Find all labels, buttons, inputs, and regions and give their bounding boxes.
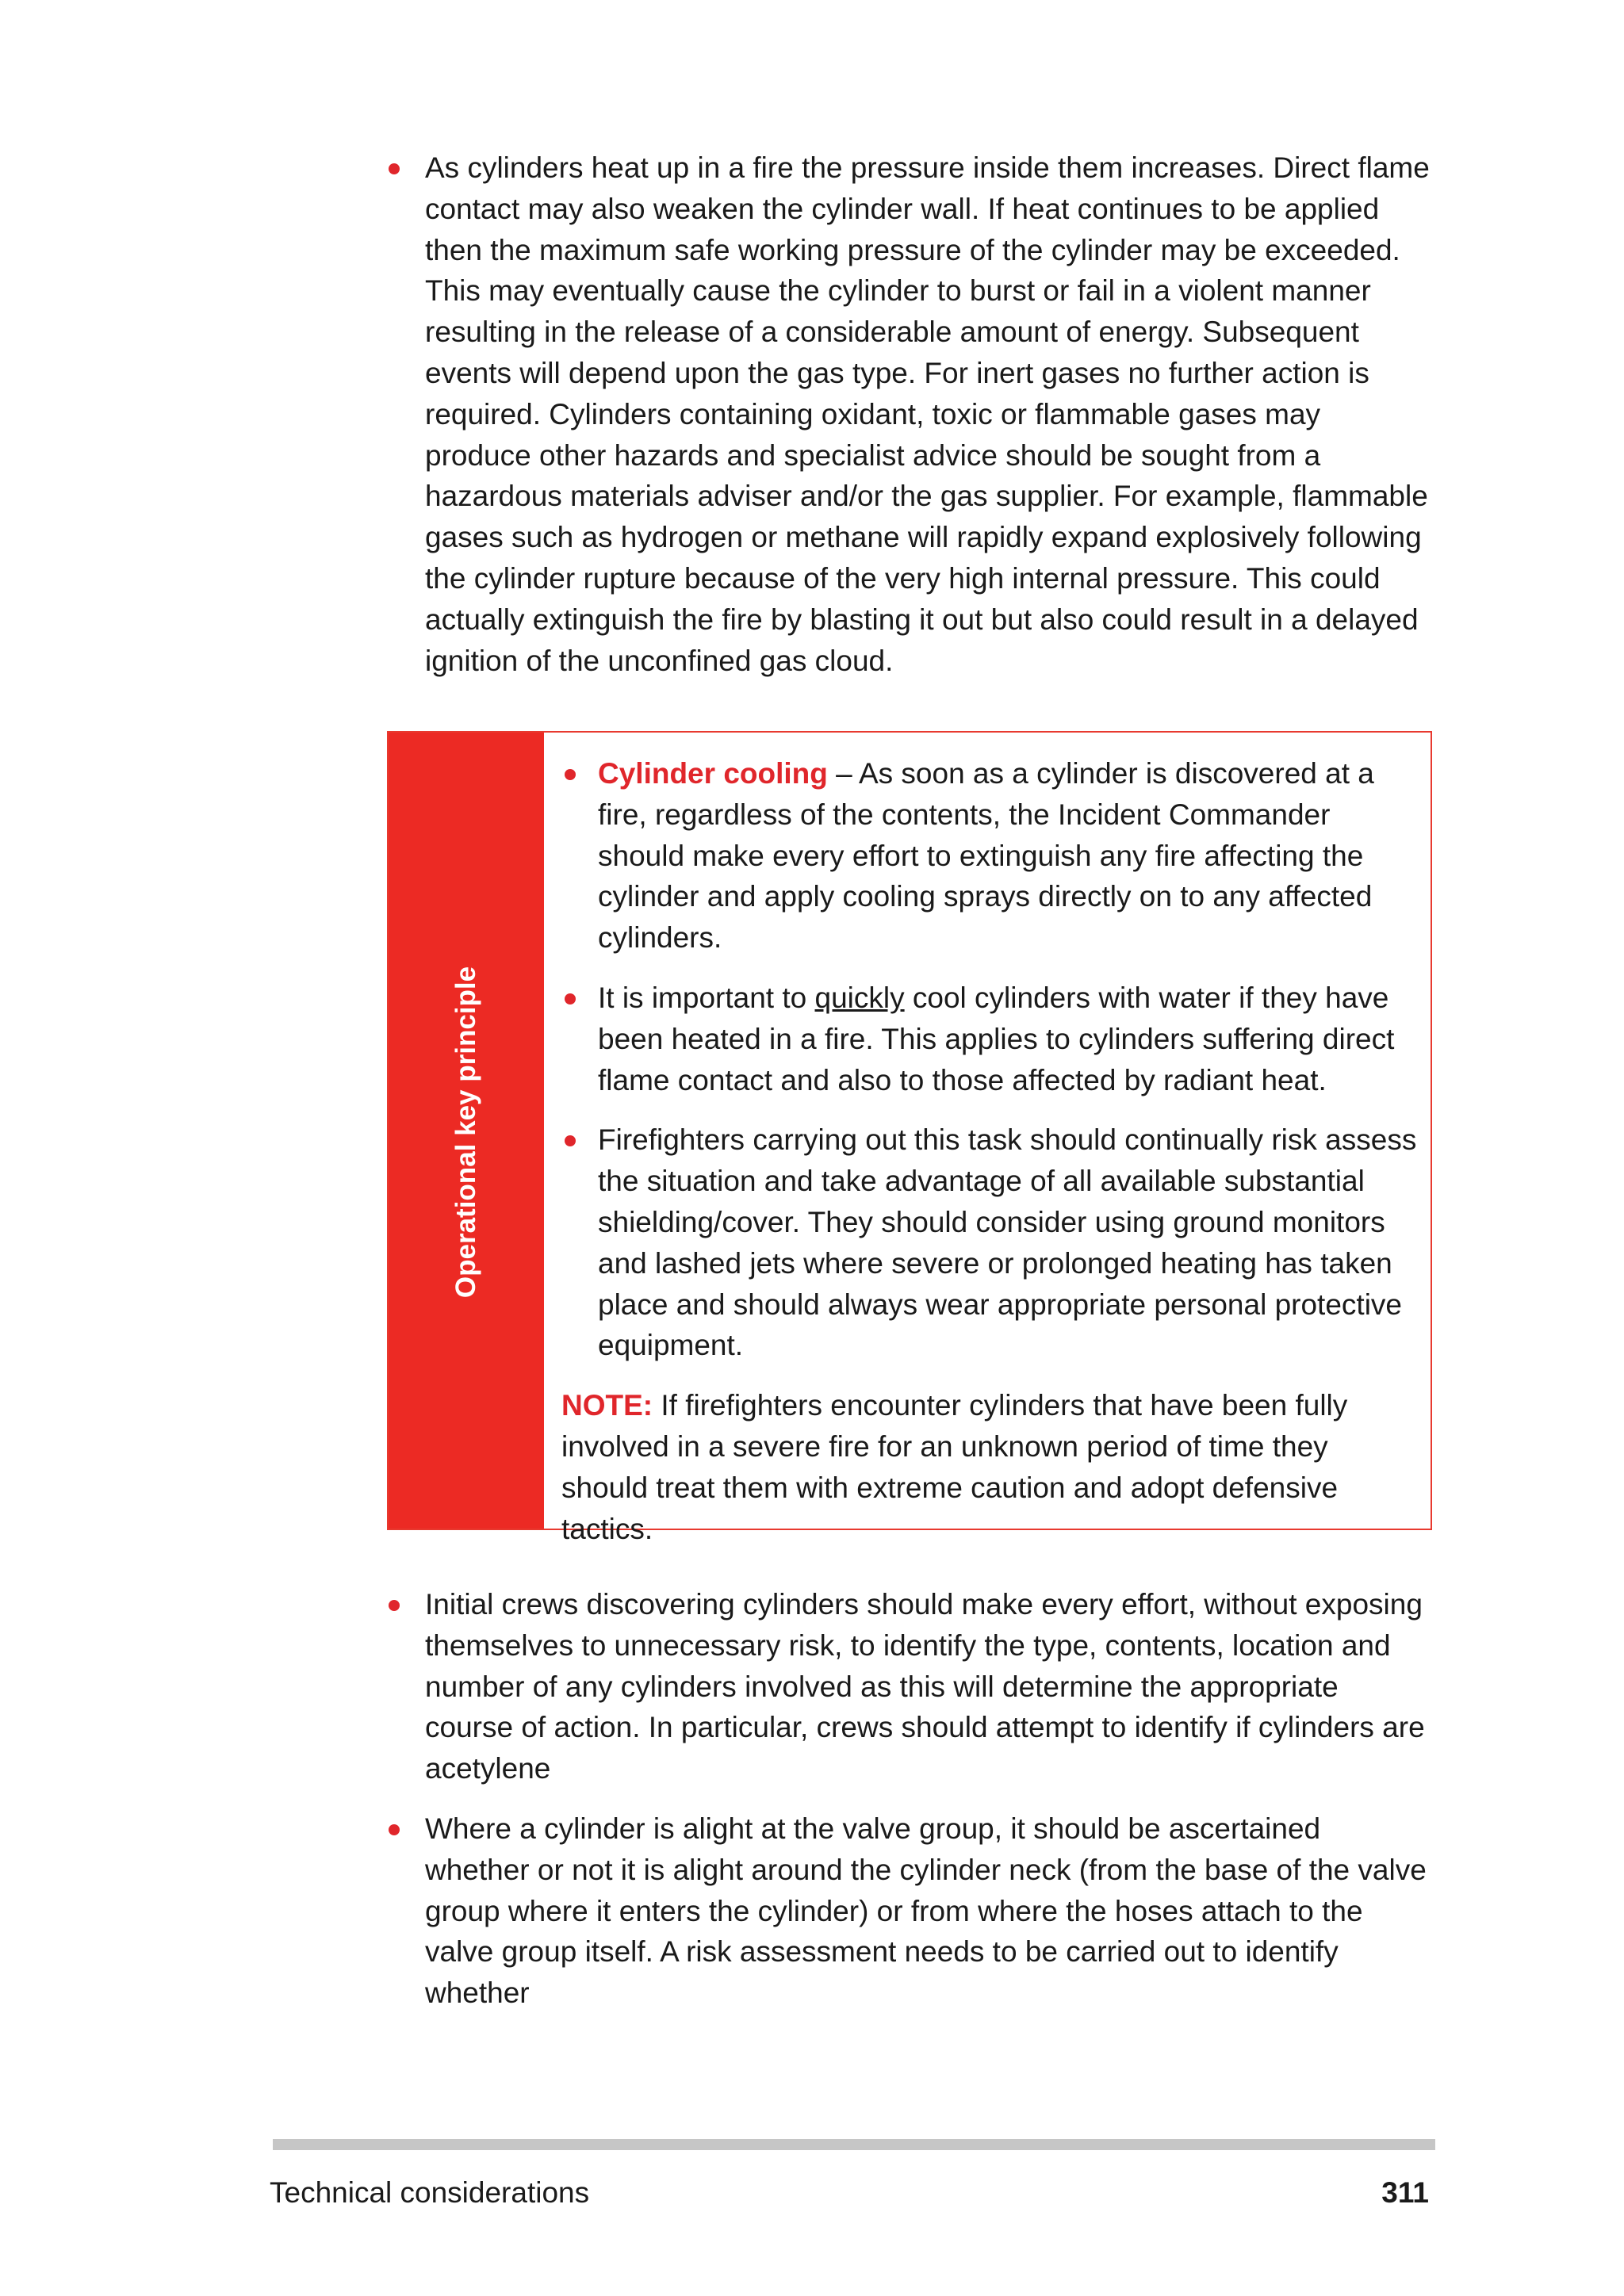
footer-divider <box>273 2139 1435 2150</box>
key-principle-item-quick-cooling <box>561 978 1418 1100</box>
key-principle-item-risk-assess: Firefighters carrying out this task should continually risk assess the situation and take advantage of all available substantial shielding/cover. They should consider using ground monitors and lashed jets where severe or prolonged heating has taken place and should always wear appropriate personal protective equipment. <box>561 1119 1418 1366</box>
top-bullet-list <box>385 147 1432 700</box>
note-text: If firefighters encounter cylinders that have been fully involved in a severe fire for an unknown period of time they should treat them with extreme caution and adopt defensive tactics. <box>561 1389 1348 1545</box>
quick-cooling-text-after: cool cylinders with water if they have been heated in a fire. This applies to cylinders suffering direct flame contact and also to those affected by radiant heat. <box>598 981 1395 1096</box>
footer-section-title: Technical considerations <box>270 2176 590 2209</box>
cylinder-cooling-heading: Cylinder cooling <box>598 757 828 790</box>
key-principle-list <box>561 753 1418 1366</box>
quick-cooling-text-before: It is important to <box>598 981 815 1014</box>
bullet-item: Initial crews discovering cylinders should make every effort, without exposing themselves to unnecessary risk, to identify the type, contents, location and number of any cylinders involved as this will determine the appropriate course of action. In particular, crews should attempt to identify if cylinders are acetylene <box>385 1584 1432 1789</box>
key-principle-sidebar <box>389 733 544 1529</box>
cylinder-cooling-text: – As soon as a cylinder is discovered at a fire, regardless of the contents, the Incident Commander should make every effort to extinguish any fire affecting the cylinder and apply cooling sprays directly on to any affected cylinders. <box>598 757 1374 955</box>
bottom-bullet-list <box>385 1584 1432 2033</box>
key-principle-note <box>561 1385 1418 1549</box>
quickly-underlined: quickly <box>814 981 905 1014</box>
key-principle-content <box>561 753 1418 1549</box>
key-principle-item-cylinder-cooling <box>561 753 1418 959</box>
operational-key-principle-box <box>387 731 1432 1545</box>
page-number: 311 <box>1381 2176 1429 2209</box>
bullet-item: Where a cylinder is alight at the valve group, it should be ascertained whether or not it is alight around the cylinder neck (from the base of the valve group where it enters the cylinder) or from where the hoses attach to the valve group itself. A risk assessment needs to be carried out to identify whether <box>385 1808 1432 2014</box>
note-label: NOTE: <box>561 1389 653 1422</box>
bullet-item: As cylinders heat up in a fire the pressure inside them increases. Direct flame contact may also weaken the cylinder wall. If heat continues to be applied then the maximum safe working pressure of the cylinder may be exceeded. This may eventually cause the cylinder to burst or fail in a violent manner resulting in the release of a considerable amount of energy. Subsequent events will depend upon the gas type. For inert gases no further action is required. Cylinders containing oxidant, toxic or flammable gases may produce other hazards and specialist advice should be sought from a hazardous materials adviser and/or the gas supplier. For example, flammable gases such as hydrogen or methane will rapidly expand explosively following the cylinder rupture because of the very high internal pressure. This could actually extinguish the fire by blasting it out but also could result in a delayed ignition of the unconfined gas cloud. <box>385 147 1432 681</box>
key-principle-label: Operational key principle <box>450 966 481 1299</box>
